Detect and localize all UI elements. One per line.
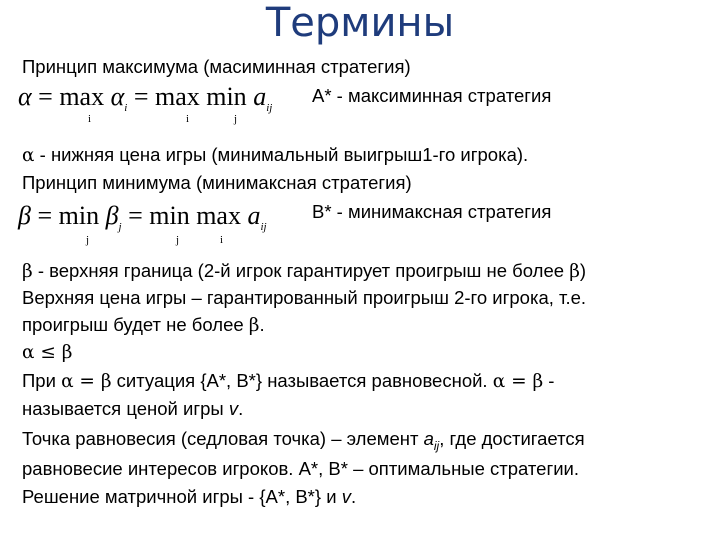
formula-under-max2: i	[186, 113, 190, 125]
upper-bound-text: - верхняя граница (2-й игрок гарантирует проигрыш не более	[32, 260, 570, 281]
alpha-le-beta: α ≤ β	[22, 342, 73, 363]
equilibrium-part2: ситуация {A*, B*} называется равновесной.	[111, 370, 493, 391]
formula-under-min1: j	[86, 234, 90, 246]
alpha-eq-beta-2: α = β	[492, 371, 544, 392]
beta-symbol: β	[22, 261, 33, 282]
formula-under-max1: i	[88, 113, 92, 125]
element-sub-ij: ij	[433, 439, 440, 453]
lower-price-line	[22, 143, 528, 168]
min-principle-heading: Принцип минимума (минимаксная стратегия)	[22, 172, 412, 193]
saddle-line2: равновесие интересов игроков. A*, B* – оптимальные стратегии.	[22, 458, 580, 479]
upper-bound-end: )	[579, 260, 587, 281]
lower-price-text: - нижняя цена игры (минимальный выигрыш1-го игрока).	[34, 144, 529, 165]
formula-beta-j: β	[105, 201, 119, 230]
saddle-line1-text: Точка равновесия (седловая точка) – элемент	[22, 428, 424, 449]
saddle-line3-text: Решение матричной игры - {A*, B*} и	[22, 486, 342, 507]
saddle-line3-end: .	[350, 486, 357, 507]
equilibrium-line2	[22, 397, 243, 421]
formula-sub-ij: ij	[266, 102, 273, 114]
upper-price-line2	[22, 313, 265, 338]
formula-under-min: j	[234, 113, 238, 125]
maximin-strategy-label: A* - максиминная стратегия	[312, 85, 552, 106]
formula-alpha-i: α	[110, 82, 125, 111]
formula-min-max-op: = min max	[121, 201, 248, 230]
element-a: a	[423, 428, 434, 449]
saddle-line1-end: , где достигается	[439, 428, 585, 449]
upper-bound-line	[22, 259, 586, 284]
equilibrium-part3: -	[543, 370, 555, 391]
page-title: Термины	[265, 0, 455, 46]
saddle-line1	[22, 427, 585, 453]
upper-price-line2-end: .	[259, 314, 265, 335]
formula-max-min-op: = max min	[127, 82, 254, 111]
beta-symbol-3: β	[248, 315, 260, 336]
equilibrium-line2-text: называется ценой игры	[22, 398, 229, 419]
beta-symbol-2: β	[569, 261, 580, 282]
equilibrium-part1: При	[22, 370, 62, 391]
formula-sub-i: i	[124, 102, 128, 114]
formula-under-min2: j	[176, 234, 180, 246]
upper-price-line1: Верхняя цена игры – гарантированный проигрыш 2-го игрока, т.е.	[22, 287, 587, 308]
alpha-symbol: α	[22, 145, 35, 166]
minimax-strategy-label: B* - минимаксная стратегия	[312, 201, 552, 222]
equilibrium-line1	[22, 369, 554, 394]
saddle-line3	[22, 485, 356, 509]
game-value-v: v	[228, 398, 239, 419]
formula-sub-j: j	[118, 221, 122, 233]
upper-price-line2-text: проигрыш будет не более	[22, 314, 249, 335]
max-principle-heading: Принцип максимума (масиминная стратегия)	[22, 56, 411, 77]
equilibrium-line2-end: .	[238, 398, 244, 419]
formula-under-max3: i	[220, 234, 224, 246]
formula-sub-ij2: ij	[260, 221, 267, 233]
formula-beta: β	[18, 201, 31, 230]
alpha-eq-beta-1: α = β	[61, 371, 112, 392]
formula-min-op: = min	[30, 201, 106, 230]
formula-max-op: = max	[31, 82, 111, 111]
formula-a2: a	[247, 201, 261, 230]
game-value-v-2: v	[341, 486, 351, 507]
formula-alpha: α	[18, 82, 32, 111]
minimax-formula	[18, 201, 267, 236]
formula-a: a	[253, 82, 267, 111]
